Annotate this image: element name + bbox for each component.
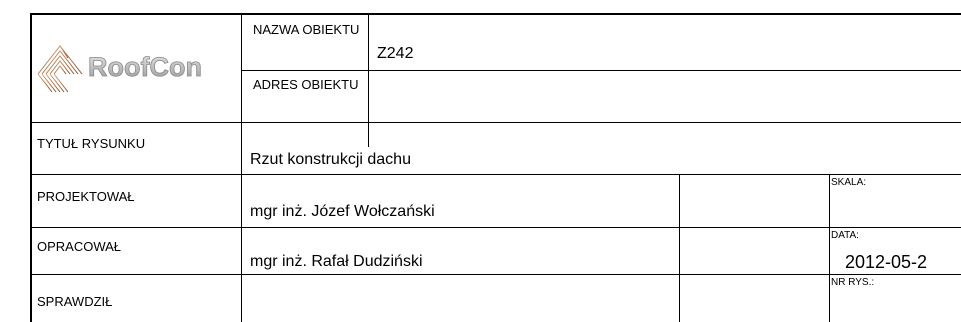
- row-line-header-mid: [241, 70, 961, 71]
- logo-text: RoofCon: [88, 52, 202, 82]
- divider-side-left: [679, 175, 680, 322]
- row-line-projekt-bottom: [30, 227, 961, 228]
- data-value: 2012-05-2: [845, 252, 928, 272]
- opracowal-value: mgr inż. Rafał Dudziński: [250, 253, 423, 270]
- tytul-rysunku-label: TYTUŁ RYSUNKU: [37, 136, 146, 151]
- row-line-oprac-bottom: [30, 274, 961, 275]
- divider-labels: [241, 14, 242, 322]
- projektowal-value: mgr inż. Józef Wołczański: [250, 203, 435, 220]
- projektowal-label: PROJEKTOWAŁ: [37, 189, 135, 204]
- nr-rys-label: NR RYS.:: [831, 277, 875, 288]
- divider-side-right: [829, 175, 830, 322]
- nazwa-obiektu-label: NAZWA OBIEKTU: [253, 22, 360, 37]
- divider-header-values: [368, 14, 369, 147]
- roofcon-logo: [34, 40, 234, 100]
- tytul-rysunku-value: Rzut konstrukcji dachu: [250, 151, 411, 168]
- adres-obiektu-label: ADRES OBIEKTU: [253, 77, 359, 92]
- border-top: [30, 13, 961, 15]
- opracowal-label: OPRACOWAŁ: [37, 239, 122, 254]
- sprawdzil-label: SPRAWDZIŁ: [37, 294, 113, 309]
- data-label: DATA:: [831, 230, 859, 241]
- border-left: [30, 13, 32, 322]
- row-line-title-bottom: [30, 174, 961, 175]
- roof-icon: [34, 40, 234, 100]
- skala-label: SKALA:: [831, 177, 867, 188]
- nazwa-obiektu-value: Z242: [377, 45, 414, 62]
- row-line-header-bottom: [30, 122, 961, 123]
